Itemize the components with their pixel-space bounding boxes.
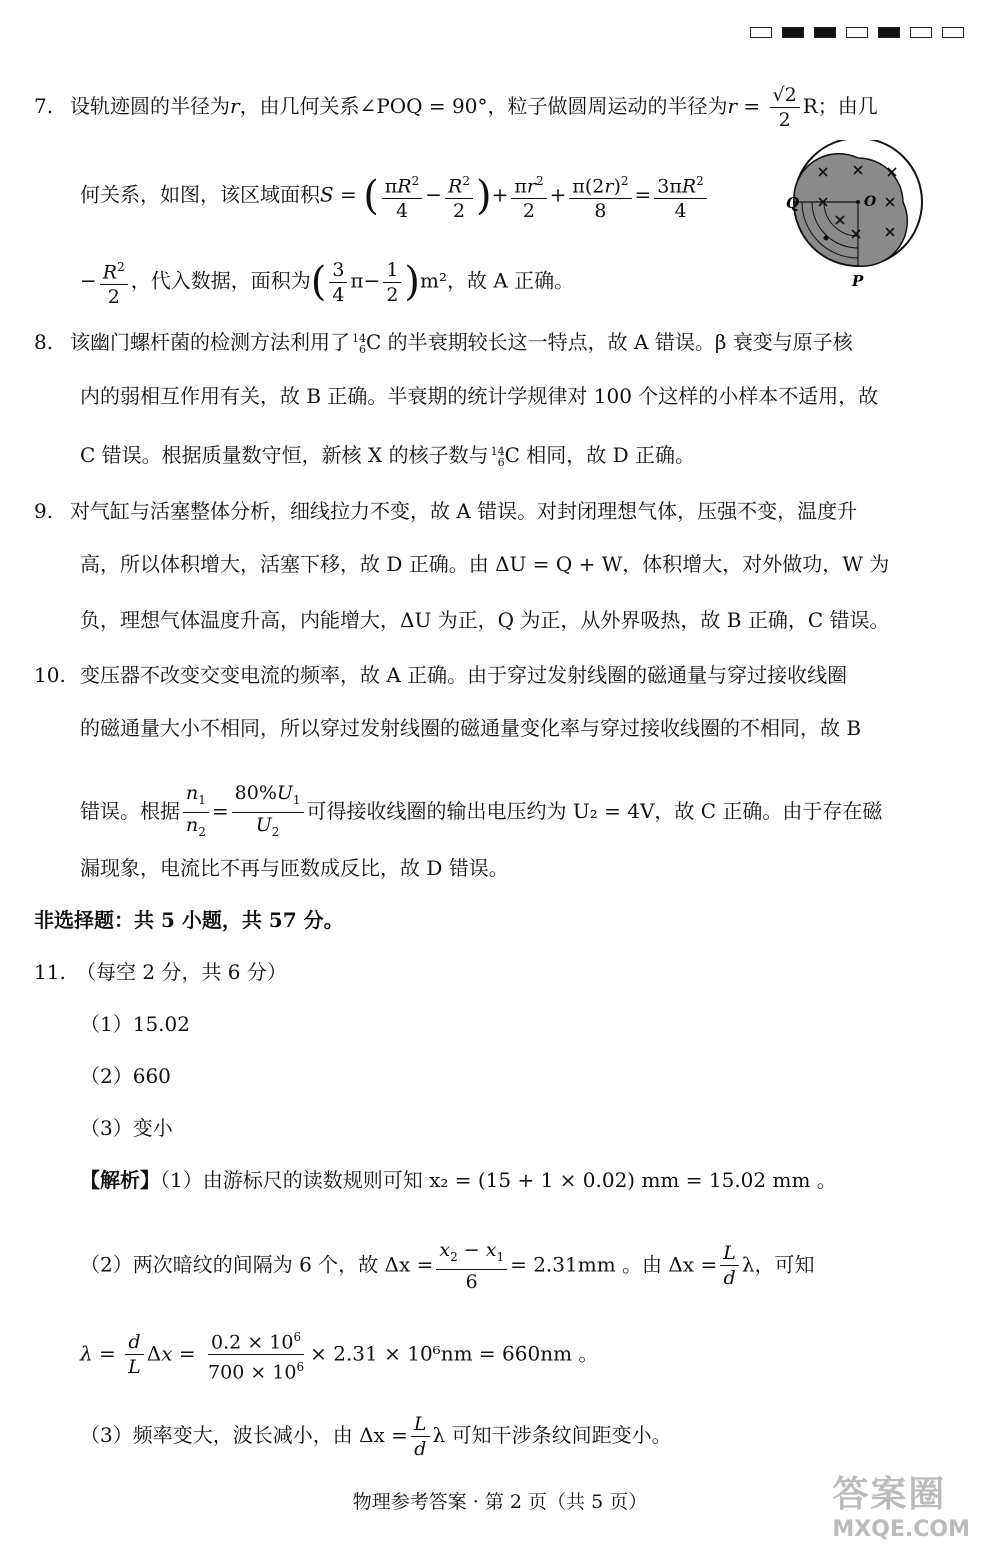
marker-square: [782, 27, 804, 38]
marker-square: [942, 27, 964, 38]
q11-answer-1: （1）15.02: [80, 1012, 190, 1036]
q9-line-1: [34, 496, 857, 526]
q11-text: × 2.31 × 10⁶nm = 660nm 。: [310, 1341, 599, 1366]
formula-fraction: $\frac{\pi R^2}{4}$: [382, 169, 422, 223]
q11-heading: [34, 957, 287, 987]
q11-text: = 2.31mm 。由 Δx =: [510, 1252, 718, 1277]
q8-line-3: [80, 440, 695, 470]
q8-text: C 相同，故 D 正确。: [504, 443, 696, 467]
q10-text: 漏现象，电流比不再与匝数成反比，故 D 错误。: [80, 856, 509, 880]
page-footer: 物理参考答案 · 第 2 页（共 5 页）: [352, 1491, 648, 1513]
q7-line-2: 何关系，如图，该区域面积S = ( $\frac{\pi R^2}{4}$ − $\frac{R^2}{2}$ )+ $\frac{\pi r^2}{2}$ + $\frac{\pi(2r)^2}{8}$ = $\frac{3\pi R^2}{4}$: [80, 169, 710, 223]
q8-text: 该幽门螺杆菌的检测方法利用了: [70, 330, 350, 354]
q11-text: λ 可知干涉条纹间距变小。: [432, 1423, 672, 1447]
q9-text: W 为: [842, 552, 890, 576]
q8-number: 8.: [34, 330, 54, 354]
formula-fraction: $\frac{x_2 - x_1}{6}$: [436, 1238, 507, 1294]
nuclide-index: 14 6: [490, 444, 505, 469]
formula-fraction: $\frac{3}{4}$: [329, 258, 347, 307]
q9-number: 9.: [34, 499, 54, 523]
q9-text: 对气缸与活塞整体分析，细线拉力不变，故 A 错误。对封闭理想气体，压强不变，温度升: [70, 499, 858, 523]
q10-line-3: 错误。根据 $\frac{n_1}{n_2}$ = $\frac{80\%U_1}{U_2}$ 可得接收线圈的输出电压约为 U₂ = 4V，故 C 正确。由于存在磁: [80, 781, 882, 844]
marker-square: [910, 27, 932, 38]
q10-text: 的磁通量大小不相同，所以穿过发射线圈的磁通量变化率与穿过接收线圈的不相同，故 B: [80, 716, 862, 740]
formula-fraction: $\frac{√2}{2}$: [770, 83, 800, 132]
section-heading: 非选择题：共 5 小题，共 57 分。: [34, 908, 344, 932]
marker-square: [878, 27, 900, 38]
q8-text: C 的半衰期较长这一特点，故 A 错误。β 衰变与原子核: [366, 330, 853, 354]
q10-number: 10.: [34, 663, 66, 687]
q8-line-1: [34, 327, 853, 357]
q7-text: 何关系，如图，该区域面积: [80, 182, 320, 207]
q11-number: 11.: [34, 960, 66, 984]
q7-text: m²，故 A 正确。: [420, 268, 575, 293]
watermark-top: 答案圈: [832, 1474, 947, 1515]
marker-square: [750, 27, 772, 38]
label-q: Q: [786, 194, 800, 212]
q11-text: （每空 2 分，共 6 分）: [76, 960, 287, 984]
q10-line-2: [80, 713, 861, 743]
q10-text: 可得接收线圈的输出电压约为 U₂ = 4V，故 C 正确。由于存在磁: [306, 798, 883, 823]
formula-fraction: $\frac{\pi(2r)^2}{8}$: [569, 169, 631, 223]
q11-text: （1）由游标尺的读数规则可知 x₂ = (15 + 1 × 0.02) mm = 15.02 mm 。: [160, 1168, 837, 1192]
q10-line-1: [34, 660, 847, 690]
formula-fraction: $\frac{R^2}{2}$: [445, 169, 473, 223]
q11-analysis-3: λ = $\frac{d}{L}$ Δx = $\frac{0.2 \times 10^6}{700 \times 10^6}$ × 2.31 × 10⁶nm = 660nm 。: [80, 1325, 598, 1385]
q7-text: R；由几: [802, 94, 878, 118]
q7-number: 7.: [34, 94, 54, 118]
formula-fraction: $\frac{0.2 \times 10^6}{700 \times 10^6}$: [205, 1325, 307, 1385]
q7-line-1: 7. 设轨迹圆的半径为r，由几何关系∠POQ = 90°，粒子做圆周运动的半径为r = $\frac{√2}{2}$ R；由几: [34, 84, 878, 131]
label-o: O: [864, 194, 877, 210]
formula-fraction: $\frac{L}{d}$: [411, 1412, 430, 1461]
nuclide-index: 14 6: [352, 331, 366, 356]
q11-answer-3: （3）变小: [80, 1116, 173, 1140]
magnetic-field-region-figure: [786, 140, 936, 290]
formula-fraction: $\frac{1}{2}$: [383, 258, 401, 307]
formula-fraction: $\frac{L}{d}$: [720, 1241, 739, 1290]
q11-text: λ，可知: [741, 1252, 815, 1277]
q11-analysis-4: [80, 1412, 672, 1461]
formula-fraction: $\frac{R^2}{2}$: [100, 255, 128, 309]
watermark-bottom: MXQE.COM: [832, 1517, 970, 1542]
q7-text: ，由几何关系∠POQ = 90°，粒子做圆周运动的半径为: [239, 94, 728, 118]
marker-square: [814, 27, 836, 38]
label-p: P: [852, 272, 864, 290]
q11-text: （2）两次暗纹的间隔为 6 个，故 Δx =: [80, 1252, 434, 1277]
formula-fraction: $\frac{3\pi R^2}{4}$: [654, 169, 707, 223]
q7-text: ，代入数据，面积为: [130, 268, 311, 293]
q9-text: 高，所以体积增大，活塞下移，故 D 正确。由 ΔU = Q + W，体积增大，对外做功，: [80, 552, 843, 576]
q11-analysis-2: [80, 1238, 815, 1294]
q8-text: 内的弱相互作用有关，故 B 正确。半衰期的统计学规律对 100 个这样的小样本不适用，故: [80, 384, 879, 408]
q8-line-2: [80, 381, 878, 411]
formula-fraction: $\frac{80\%U_1}{U_2}$: [232, 781, 304, 844]
q11-text: （3）频率变大，波长减小，由 Δx =: [80, 1423, 408, 1447]
q11-analysis-1: [80, 1165, 837, 1195]
q7-line-3: − $\frac{R^2}{2}$ ，代入数据，面积为( $\frac{3}{4}$ π− $\frac{1}{2}$ )m²，故 A 正确。: [80, 255, 574, 309]
analysis-label: 【解析】: [80, 1168, 160, 1192]
q9-line-3: [80, 605, 889, 635]
formula-fraction: $\frac{d}{L}$: [125, 1330, 144, 1379]
watermark-logo: [832, 1466, 970, 1542]
q10-text: 错误。根据: [80, 798, 180, 823]
marker-square: [846, 27, 868, 38]
q10-text: 变压器不改变交变电流的频率，故 A 正确。由于穿过发射线圈的磁通量与穿过接收线圈: [80, 663, 848, 687]
formula-fraction: $\frac{n_1}{n_2}$: [183, 781, 209, 844]
page-marker-squares: [750, 27, 964, 38]
q8-text: C 错误。根据质量数守恒，新核 X 的核子数与: [80, 443, 489, 467]
q9-text: 负，理想气体温度升高，内能增大，ΔU 为正，Q 为正，从外界吸热，故 B 正确，C 错误。: [80, 608, 890, 632]
formula-fraction: $\frac{\pi r^2}{2}$: [511, 169, 546, 223]
q11-answer-2: （2）660: [80, 1064, 171, 1088]
q9-line-2: [80, 549, 889, 579]
q7-text: 设轨迹圆的半径为: [70, 94, 230, 118]
q10-line-4: [80, 853, 509, 883]
